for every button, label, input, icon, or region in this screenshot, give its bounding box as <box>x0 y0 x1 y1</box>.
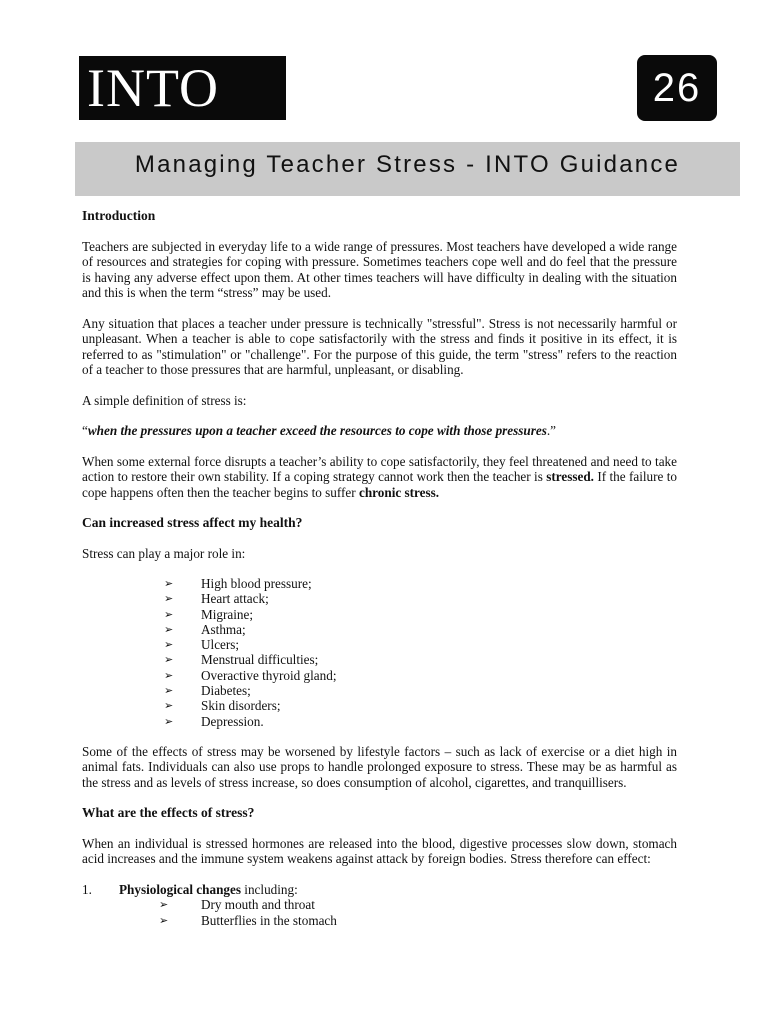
list-item <box>164 714 677 729</box>
paragraph: A simple definition of stress is: <box>82 392 247 408</box>
list-item-text: High blood pressure; <box>201 576 312 591</box>
arrowhead-bullet-icon: ➢ <box>164 653 174 667</box>
sub-list-item-text: Butterflies in the stomach <box>201 913 337 929</box>
quote-close: .” <box>546 423 557 438</box>
list-item <box>164 683 677 698</box>
list-item-text: Overactive thyroid gland; <box>201 667 337 683</box>
page-number-badge: 26 <box>637 55 717 121</box>
sub-list-item <box>159 897 677 913</box>
item-heading: Physiological changes <box>119 881 241 897</box>
section-heading-health: Can increased stress affect my health? <box>82 515 303 530</box>
list-item <box>164 698 677 713</box>
arrowhead-bullet-icon: ➢ <box>164 592 174 606</box>
list-item <box>164 622 677 637</box>
list-item <box>164 591 677 606</box>
paragraph: Some of the effects of stress may be worsened by lifestyle factors – such as lack of exercise or a diet high in animal fats. Individuals can also use props to handle prolonged exposure to stress. These may be as harmful as the stress and as levels of stress increase, so does consumption of alcohol, cigarettes, and tranquillisers. <box>82 743 677 790</box>
into-logo: INTO <box>79 56 286 120</box>
paragraph <box>82 454 677 501</box>
list-item <box>164 576 677 591</box>
arrowhead-bullet-icon: ➢ <box>164 577 174 590</box>
list-item-text: Ulcers; <box>201 637 240 653</box>
arrowhead-bullet-icon: ➢ <box>164 699 174 713</box>
sub-list-item-text: Dry mouth and throat <box>201 897 315 913</box>
arrowhead-bullet-icon: ➢ <box>164 684 174 698</box>
arrowhead-bullet-icon: ➢ <box>164 668 174 682</box>
numbered-item <box>82 882 677 930</box>
health-effects-list <box>82 576 677 729</box>
paragraph: Any situation that places a teacher under pressure is technically "stressful". Stress is not necessarily harmful or unpleasant. When a teacher is able to cope satisfactorily with the stress and finds it positive in its effect, it is referred to as "stimulation" or "challenge". For the purpose of this guide, the term "stress" refers to the reaction of a teacher to those pressures that are harmful, unpleasant, or disabling. <box>82 315 677 377</box>
item-text: including: <box>241 881 298 897</box>
list-item-text: Diabetes; <box>201 683 251 699</box>
bold-term: chronic stress. <box>358 484 440 500</box>
list-item <box>164 652 677 667</box>
definition-text: when the pressures upon a teacher exceed the resources to cope with those pressures <box>87 423 547 438</box>
quote-open: “ <box>82 423 88 438</box>
list-item-text: Depression. <box>201 713 264 729</box>
arrowhead-bullet-icon: ➢ <box>164 607 174 621</box>
list-item-text: Heart attack; <box>201 591 269 607</box>
item-number: 1. <box>82 881 92 897</box>
list-item-text: Skin disorders; <box>201 698 281 714</box>
list-item-text: Asthma; <box>201 621 246 637</box>
section-heading-effects: What are the effects of stress? <box>82 805 255 821</box>
arrowhead-bullet-icon: ➢ <box>164 714 174 728</box>
list-item-text: Menstrual difficulties; <box>201 652 319 668</box>
paragraph: When an individual is stressed hormones are released into the blood, digestive processes slow down, stomach acid increases and the immune system weakens against attack by foreign bodies. Stress therefore can effect: <box>82 835 677 867</box>
list-item <box>164 637 677 652</box>
stress-definition <box>82 423 677 439</box>
sub-list-item <box>159 913 677 929</box>
list-item <box>164 607 677 622</box>
text-run: When some external force disrupts a teacher’s ability to cope satisfactorily, they feel threatened and need to take action to restore their own stability. If a coping strategy cannot work then the teacher is <box>82 453 677 484</box>
bold-term: stressed. <box>546 469 594 484</box>
list-item-text: Migraine; <box>201 606 254 622</box>
sub-bullet-list <box>82 897 677 929</box>
arrowhead-bullet-icon: ➢ <box>164 638 174 652</box>
text-run: If the failure to cope happens often then the teacher begins to suffer <box>82 469 677 500</box>
page-title: Managing Teacher Stress - INTO Guidance <box>75 142 740 196</box>
paragraph: Stress can play a major role in: <box>82 545 246 561</box>
arrowhead-bullet-icon: ➢ <box>159 898 169 912</box>
effects-numbered-list <box>82 882 677 930</box>
arrowhead-bullet-icon: ➢ <box>164 622 174 636</box>
list-item <box>164 668 677 683</box>
section-heading-introduction: Introduction <box>82 208 156 223</box>
arrowhead-bullet-icon: ➢ <box>159 914 169 928</box>
paragraph: Teachers are subjected in everyday life to a wide range of pressures. Most teachers have developed a wide range of resources and strategies for coping with pressure. Sometimes teachers cope well and do feel that the pressure is having any adverse effect upon them. At other times teachers will have difficulty in dealing with the situation and this is when the term “stress” may be used. <box>82 238 677 300</box>
document-body <box>82 208 677 929</box>
